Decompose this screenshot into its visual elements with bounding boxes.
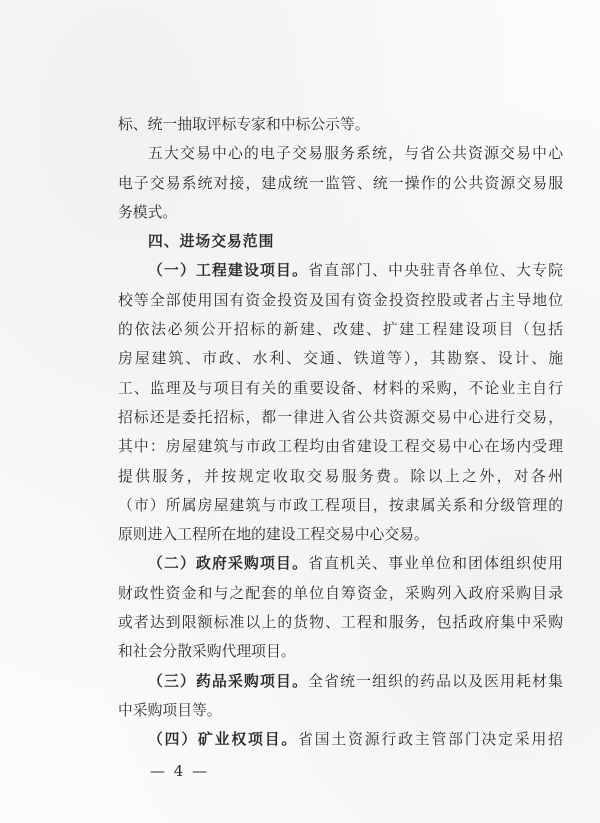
text-line: 提供服务，并按规定收取交易服务费。除以上之外，对各州 [118,467,563,485]
item-label: （三）药品采购项目。 [148,672,309,690]
text-line: 或者达到限额标准以上的货物、工程和服务，包括政府集中采购 [118,614,563,632]
text-line [118,667,563,696]
text-line: （市）所属房屋建筑与市政工程项目，按隶属关系和分级管理的 [118,496,563,514]
text-line: 其中：房屋建筑与市政工程均由省建设工程交易中心在场内受理 [118,438,563,456]
item-label: （一）工程建设项目。 [148,262,309,280]
text-line [118,549,563,578]
text-line [118,256,563,285]
text-line: 标、统一抽取评标专家和中标公示等。 [118,116,370,133]
text-line [118,725,563,754]
text-line: 校等全部使用国有资金投资及国有资金投资控股或者占主导地位 [118,291,563,309]
item-label: （四）矿业权项目。 [148,731,299,749]
text-line: 招标还是委托招标，都一律进入省公共资源交易中心进行交易， [118,408,563,426]
document-body [118,110,563,755]
item-text: 省直机关、事业单位和团体组织使用 [308,555,563,573]
text-line: 和社会分散采购代理项目。 [118,643,296,661]
item-text: 省国土资源行政主管部门决定采用招 [298,731,563,749]
item-label: （二）政府采购项目。 [148,555,309,573]
text-line: 的依法必须公开招标的新建、改建、扩建工程建设项目（包括 [118,321,563,339]
item-text: 省直部门、中央驻青各单位、大专院 [308,262,563,280]
text-line: 原则进入工程所在地的建设工程交易中心交易。 [118,526,429,544]
text-line: 房屋建筑、市政、水利、交通、铁道等），其勘察、设计、施 [118,350,563,368]
section-heading: 四、进场交易范围 [148,233,275,251]
text-line: 务模式。 [118,203,178,221]
text-line: 电子交易系统对接，建成统一监管、统一操作的公共资源交易服 [118,174,563,192]
text-line: 财政性资金和与之配套的单位自筹资金，采购列入政府采购目录 [118,584,563,602]
page-number: — 4 — [150,762,210,780]
text-line: 五大交易中心的电子交易服务系统，与省公共资源交易中心 [148,145,563,163]
text-line: 中采购项目等。 [118,701,222,719]
text-line: 工、监理及与项目有关的重要设备、材料的采购，不论业主自行 [118,379,563,397]
item-text: 全省统一组织的药品以及医用耗材集 [308,672,563,690]
